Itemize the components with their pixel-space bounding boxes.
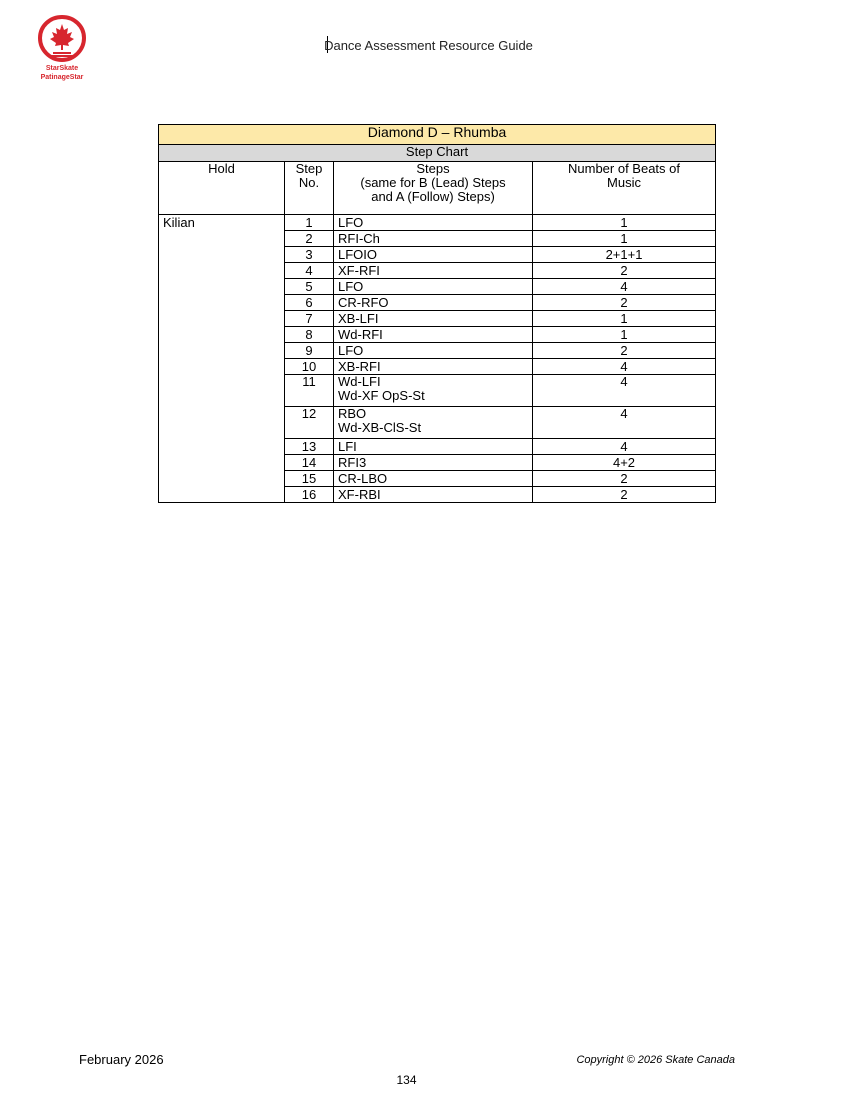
step-text: LFI — [338, 439, 357, 454]
beats-cell: 1 — [533, 215, 716, 231]
step-number-cell: 10 — [285, 359, 334, 375]
table-row — [159, 215, 716, 231]
step-number-cell: 15 — [285, 471, 334, 487]
step-text: LFOIO — [338, 247, 378, 262]
beats-cell: 2 — [533, 295, 716, 311]
footer-date: February 2026 — [79, 1052, 164, 1067]
step-text: Wd-LFI — [338, 374, 381, 389]
page-number: 134 — [396, 1073, 417, 1087]
step-number-cell: 9 — [285, 343, 334, 359]
beats-cell: 4+2 — [533, 455, 716, 471]
step-number-cell: 2 — [285, 231, 334, 247]
logo-text-patinagestar: PatinageStar — [40, 74, 84, 81]
step-number-cell: 11 — [285, 375, 334, 407]
footer-copyright: Copyright © 2026 Skate Canada — [576, 1054, 735, 1066]
step-number-cell: 7 — [285, 311, 334, 327]
page-header-title: Dance Assessment Resource Guide — [324, 38, 533, 53]
step-cell — [334, 263, 533, 279]
step-text: RBO — [338, 406, 367, 421]
step-number-cell: 14 — [285, 455, 334, 471]
step-text: CR-RFO — [338, 295, 389, 310]
step-number-cell: 13 — [285, 439, 334, 455]
step-text: XB-LFI — [338, 311, 379, 326]
beats-cell: 2 — [533, 471, 716, 487]
beats-cell: 2 — [533, 343, 716, 359]
step-number-cell: 16 — [285, 487, 334, 503]
hold-cell: Kilian — [159, 215, 285, 503]
step-cell — [334, 215, 533, 231]
step-cell — [334, 311, 533, 327]
step-text: XF-RBI — [338, 487, 381, 502]
step-number-cell: 6 — [285, 295, 334, 311]
step-number-cell: 4 — [285, 263, 334, 279]
step-text: RFI-Ch — [338, 231, 380, 246]
step-cell — [334, 487, 533, 503]
step-cell — [334, 407, 533, 439]
step-cell — [334, 295, 533, 311]
step-text: LFO — [338, 343, 364, 358]
logo-text-starskate: StarSkate — [45, 65, 79, 72]
step-text: XB-RFI — [338, 359, 381, 374]
step-cell — [334, 343, 533, 359]
step-cell — [334, 279, 533, 295]
beats-cell: 4 — [533, 407, 716, 439]
step-number-cell: 1 — [285, 215, 334, 231]
beats-cell: 1 — [533, 231, 716, 247]
step-text: LFO — [338, 279, 364, 294]
step-text-line-2: Wd-XF OpS-St — [338, 388, 425, 403]
step-cell — [334, 375, 533, 407]
beats-cell: 4 — [533, 359, 716, 375]
step-text: CR-LBO — [338, 471, 388, 486]
step-number-cell: 12 — [285, 407, 334, 439]
table-title: Diamond D – Rhumba — [159, 125, 716, 145]
beats-cell: 1 — [533, 311, 716, 327]
step-text: RFI3 — [338, 455, 367, 470]
step-cell — [334, 247, 533, 263]
beats-cell: 4 — [533, 279, 716, 295]
column-header-step-no: Step No. — [285, 162, 334, 215]
step-cell — [334, 327, 533, 343]
step-cell — [334, 455, 533, 471]
step-text: Wd-RFI — [338, 327, 383, 342]
step-cell — [334, 359, 533, 375]
beats-cell: 2+1+1 — [533, 247, 716, 263]
step-text-line-2: Wd-XB-ClS-St — [338, 420, 422, 435]
step-text: LFO — [338, 215, 364, 230]
beats-cell: 4 — [533, 439, 716, 455]
step-number-cell: 5 — [285, 279, 334, 295]
column-header-steps: Steps (same for B (Lead) Steps and A (Follow) Steps) — [334, 162, 533, 215]
step-cell — [334, 471, 533, 487]
step-number-cell: 3 — [285, 247, 334, 263]
beats-cell: 2 — [533, 487, 716, 503]
step-cell — [334, 439, 533, 455]
beats-cell: 2 — [533, 263, 716, 279]
step-cell — [334, 231, 533, 247]
beats-cell: 4 — [533, 375, 716, 407]
step-text: XF-RFI — [338, 263, 380, 278]
column-header-hold: Hold — [159, 162, 285, 215]
table-subtitle: Step Chart — [159, 145, 716, 162]
step-number-cell: 8 — [285, 327, 334, 343]
beats-cell: 1 — [533, 327, 716, 343]
column-header-beats: Number of Beats of Music — [533, 162, 716, 215]
step-chart-table — [158, 124, 716, 503]
